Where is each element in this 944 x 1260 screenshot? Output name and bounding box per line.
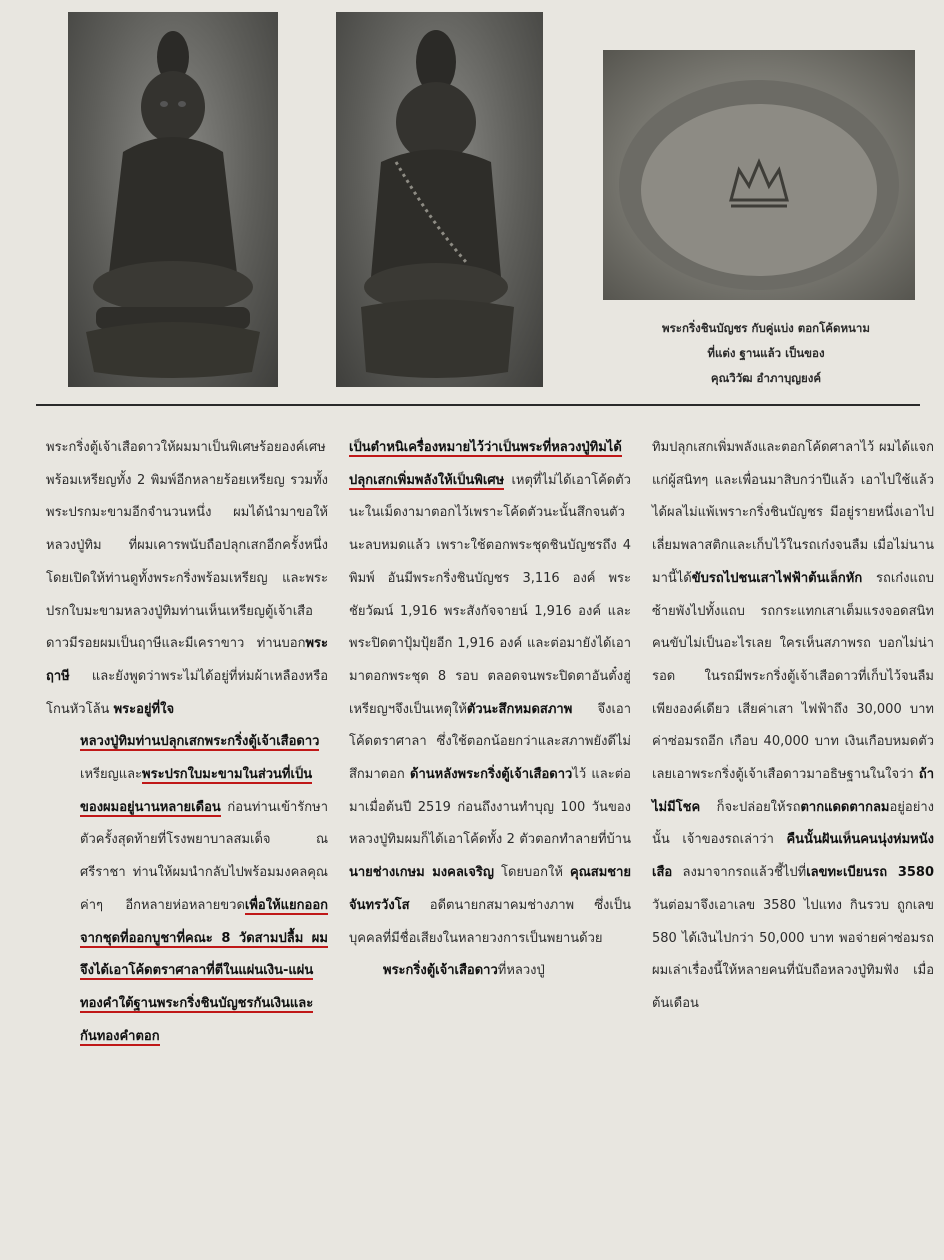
amulet-base-figure <box>603 50 915 300</box>
bold-text: ตัวนะสึกหมดสภาพ <box>466 701 573 717</box>
bold-text: พระฤาษี <box>46 636 328 684</box>
paragraph <box>349 432 631 955</box>
article-column-1 <box>46 432 328 1053</box>
paragraph <box>46 432 328 726</box>
bold-text: ขับรถไปชนเสาไฟฟ้าต้นเล็กหัก <box>691 570 863 586</box>
text-run: โดยบอกให้ <box>493 865 570 881</box>
text-run: จึงเอาโค้ดตราศาลา ซึ่งใช้ตอกน้อยกว่าและสภาพยังดีไม่สึกมาตอก <box>349 701 631 783</box>
text-run: อยู่อย่างนั้น เจ้าของรถเล่าว่า <box>652 799 934 848</box>
text-run: ก่อนท่านเข้ารักษาตัวครั้งสุดท้ายที่โรงพยาบาลสมเด็จ ณ ศรีราชา ท่านให้ผมนำกลับไปพร้อมมงคลคุณค่าๆ อีกหลายห่อหลายขวด <box>80 799 328 913</box>
text-run: เหตุที่ไม่ได้เอาโค้ดตัวนะในเม็ดงามาตอกไว้เพราะโค้ดตัวนะนั้นสึกจนตัวนะลบหมดแล้ว เพราะใช้ตอกพระชุดชินบัญชรถึง 4 พิมพ์ อันมีพระกริ่งชินบัญชร 3,116 องค์ พระชัยวัฒน์ 1,916 พระสังกัจจายน์ 1,916 องค์ และพระปิดตาปุ้มปุ้ยอีก 1,916 องค์ และต่อมายังได้เอามาตอกพระชุด 8 รอบ ตลอดจนพระปิดตาอันตั๋งฮู่ เหรียญฯจึงเป็นเหตุให้ <box>349 472 631 717</box>
bold-text: ด้านหลังพระกริ่งตู้เจ้าเสือดาว <box>410 767 573 783</box>
bold-text: พระกริ่งตู้เจ้าเสือดาว <box>383 963 498 979</box>
text-run: และยังพูดว่าพระไม่ได้อยู่ที่ห่มผ้าเหลืองหรือโกนหัวโล้น <box>46 668 328 717</box>
text-run: อดีตนายกสมาคมช่างภาพ ซึ่งเป็นบุคคลที่มีชื่อเสียงในหลายวงการเป็นพยานด้วย <box>349 897 631 946</box>
highlighted-text: เป็นตำหนิเครื่องหมายไว้ว่าเป็นพระที่หลวงปู่ทิมได้ปลุกเสกเพิ่มพลังให้เป็นพิเศษ <box>349 440 622 488</box>
text-run: ไว้ และต่อมาเมื่อต้นปี 2519 ก่อนถึงงานทำบุญ 100 วันของหลวงปู่ทิมผมก็ได้เอาโค้ดทั้ง 2 ตัวตอกทำลายที่บ้าน <box>349 767 631 848</box>
text-run: วันต่อมาจึงเอาเลข 3580 ไปแทง กินรวบ ถูกเลข 580 ได้เงินไปกว่า 50,000 บาท พอจ่ายค่าซ่อมรถ ผมเล่าเรื่องนี้ให้หลายคนที่นับถือหลวงปู่ทิมฟัง เมื่อต้นเดือน <box>652 897 934 1011</box>
text-run: พระกริ่งตู้เจ้าเสือดาวให้ผมมาเป็นพิเศษร้อยองค์เศษ พร้อมเหรียญทั้ง 2 พิมพ์อีกหลายร้อยเหรียญ รวมทั้งพระปรกมะขามอีกจำนวนหนึ่ง ผมได้นำมาขอให้หลวงปู่ทิม ที่ผมเคารพนับถือปลุกเสกอีกครั้งหนึ่ง โดยเปิดให้ท่านดูทั้งพระกริ่งพร้อมเหรียญ และพระปรกใบมะขามหลวงปู่ทิมท่านเห็นเหรียญตู้เจ้าเสือดาวมีรอยผมเป็นฤาษีและมีเคราขาว ท่านบอก <box>46 440 328 652</box>
highlighted-text: พระปรกใบมะขามในส่วนที่เป็นของผมอยู่นานหลายเดือน <box>80 767 313 815</box>
article-column-2 <box>349 432 631 988</box>
section-divider <box>36 404 920 406</box>
text-run: ที่หลวงปู่ <box>497 963 545 979</box>
article-column-3 <box>652 432 934 1021</box>
amulet-front-photo <box>68 12 278 387</box>
text-run: ก็จะปล่อยให้รถ <box>700 799 801 815</box>
buddha-back-figure <box>336 12 543 387</box>
paragraph <box>349 955 631 988</box>
bold-text: พระอยู่ที่ใจ <box>113 701 175 717</box>
photo-caption <box>606 316 926 391</box>
bold-text: คืนนั้นฝันเห็นคนนุ่งห่มหนังเสือ <box>652 832 934 881</box>
bold-text: ตากแดดตากลม <box>800 799 890 815</box>
amulet-back-photo <box>336 12 543 387</box>
highlighted-text: เพื่อให้แยกออกจากชุดที่ออกบูชาที่คณะ 8 วัดสามปลื้ม ผมจึงได้เอาโค้ดตราศาลาที่ตีในแผ่นเงิน-แผ่นทองคำใต้ฐานพระกริ่งชินบัญชรกันเงินและกันทองคำตอก <box>80 897 328 1044</box>
bold-text: เลขทะเบียนรถ 3580 <box>806 865 934 881</box>
text-run: ลงมาจากรถแล้วชี้ไปที่ <box>672 865 807 881</box>
amulet-base-photo <box>603 50 915 300</box>
caption-line: คุณวิวัฒ อำภาบุญยงค์ <box>710 371 822 385</box>
highlighted-text: หลวงปู่ทิมท่านปลุกเสกพระกริ่งตู้เจ้าเสือดาว <box>80 734 320 750</box>
text-run: เหรียญและ <box>80 767 143 783</box>
text-run: ทิมปลุกเสกเพิ่มพลังและตอกโค้ดศาลาไว้ ผมได้แจกแก่ผู้สนิทๆ และเพื่อนมาสิบกว่าปีแล้ว เอาไปใช้แล้วได้ผลไม่แพ้เพราะกริ่งชินบัญชร มีอยู่รายหนึ่งเอาไปเลี่ยมพลาสติกและเก็บไว้ในรถเก๋งจนลืม เมื่อไม่นานมานี้ได้ <box>652 440 934 586</box>
paragraph <box>652 432 934 1021</box>
caption-line: ที่แต่ง ฐานแล้ว เป็นของ <box>707 346 825 360</box>
bold-text: ถ้าไม่มีโชค <box>652 767 934 815</box>
buddha-front-figure <box>68 12 278 387</box>
caption-line: พระกริ่งชินบัญชร กับคู่แบ่ง ตอกโค้ดหนาม <box>662 321 870 335</box>
text-run: รถเก๋งแถบซ้ายพังไปทั้งแถบ รถกระแทกเสาเต็มแรงจอดสนิท คนขับไม่เป็นอะไรเลย ใครเห็นสภาพรถ บอกไม่น่ารอด ในรถมีพระกริ่งตู้เจ้าเสือดาวที่เก็บไว้จนลืมเพียงองค์เดียว เสียค่าเสา ไฟฟ้าถึง 30,000 บาท ค่าซ่อมรถอีก เกือบ 40,000 บาท เงินเกือบหมดตัวเลยเอาพระกริ่งตู้เจ้าเสือดาวมาอธิษฐานในใจว่า <box>652 570 934 783</box>
paragraph <box>46 726 328 1053</box>
bold-text: คุณสมชาย จันทรวังโส <box>349 865 632 913</box>
bold-text: นายช่างเกษม มงคลเจริญ <box>349 865 494 881</box>
